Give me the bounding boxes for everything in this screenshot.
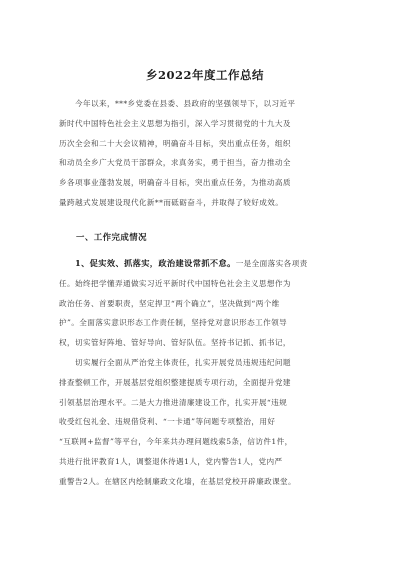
item1-line: 政治任务、首要职责，坚定捍卫“两个确立”，坚决做到“两个维: [59, 298, 280, 308]
item1-first-line: [59, 254, 349, 274]
intro-line: 量跨越式发展建设现代化新**而砥砺奋斗，并取得了较好成效。: [59, 197, 284, 207]
item1-first-rest: 一是全面落实各项责: [235, 259, 308, 268]
item1-line: 排查整顿工作，开展基层党组织整建提质专项行动，全面提升党建: [59, 377, 291, 387]
item1-line: 共进行批评教育1人，调整退休待遇1人，党内警告1人，党内严: [59, 456, 283, 466]
item1-line: 重警告2人。在辖区内绘制廉政文化墙，在基层党校开辟廉政课堂。: [59, 476, 297, 486]
item1-lead: 1、促实效、抓落实，政治建设常抓不怠。: [75, 258, 236, 268]
intro-paragraph: [59, 94, 349, 213]
document-title: 乡2022年度工作总结: [145, 68, 264, 82]
section-heading: 一、工作完成情况: [76, 232, 147, 242]
item1-line: “互联网+监督”等平台，今年来共办理问题线索5条，信访件1件，: [59, 437, 293, 447]
item1-line: 收受红包礼金、违规借贷利、“一卡通”等问题专项整治，用好: [59, 417, 276, 427]
intro-line: 乡各项事业蓬勃发展，明确奋斗目标，突出重点任务，为推动高质: [59, 178, 291, 188]
intro-line: 新时代中国特色社会主义思想为指引，深入学习贯彻党的十九大及: [59, 118, 291, 128]
item1-line: 切实履行全面从严治党主体责任，扎实开展党员违规违纪问题: [75, 357, 291, 367]
item1-line: 权，切实管好阵地、管好导向、管好队伍。坚持书记抓、抓书记，: [59, 338, 291, 348]
intro-line: 今年以来，***乡党委在县委、县政府的坚强领导下，以习近平: [75, 99, 296, 108]
item1-line: 任。始终把学懂弄通做实习近平新时代中国特色社会主义思想作为: [59, 278, 291, 288]
intro-line: 历次全会和二十大会议精神，明确奋斗目标，突出重点任务，组织: [59, 138, 291, 148]
item1-line: 护”。全面落实意识形态工作责任制，坚持党对意识形态工作领导: [59, 318, 288, 328]
item1-line: 引领基层治理水平。二是大力推进清廉建设工作，扎实开展“违规: [59, 397, 288, 407]
intro-line: 和动员全乡广大党员干部群众，求真务实，勇于担当，奋力推动全: [59, 158, 291, 168]
item1-paragraph: [59, 254, 349, 492]
